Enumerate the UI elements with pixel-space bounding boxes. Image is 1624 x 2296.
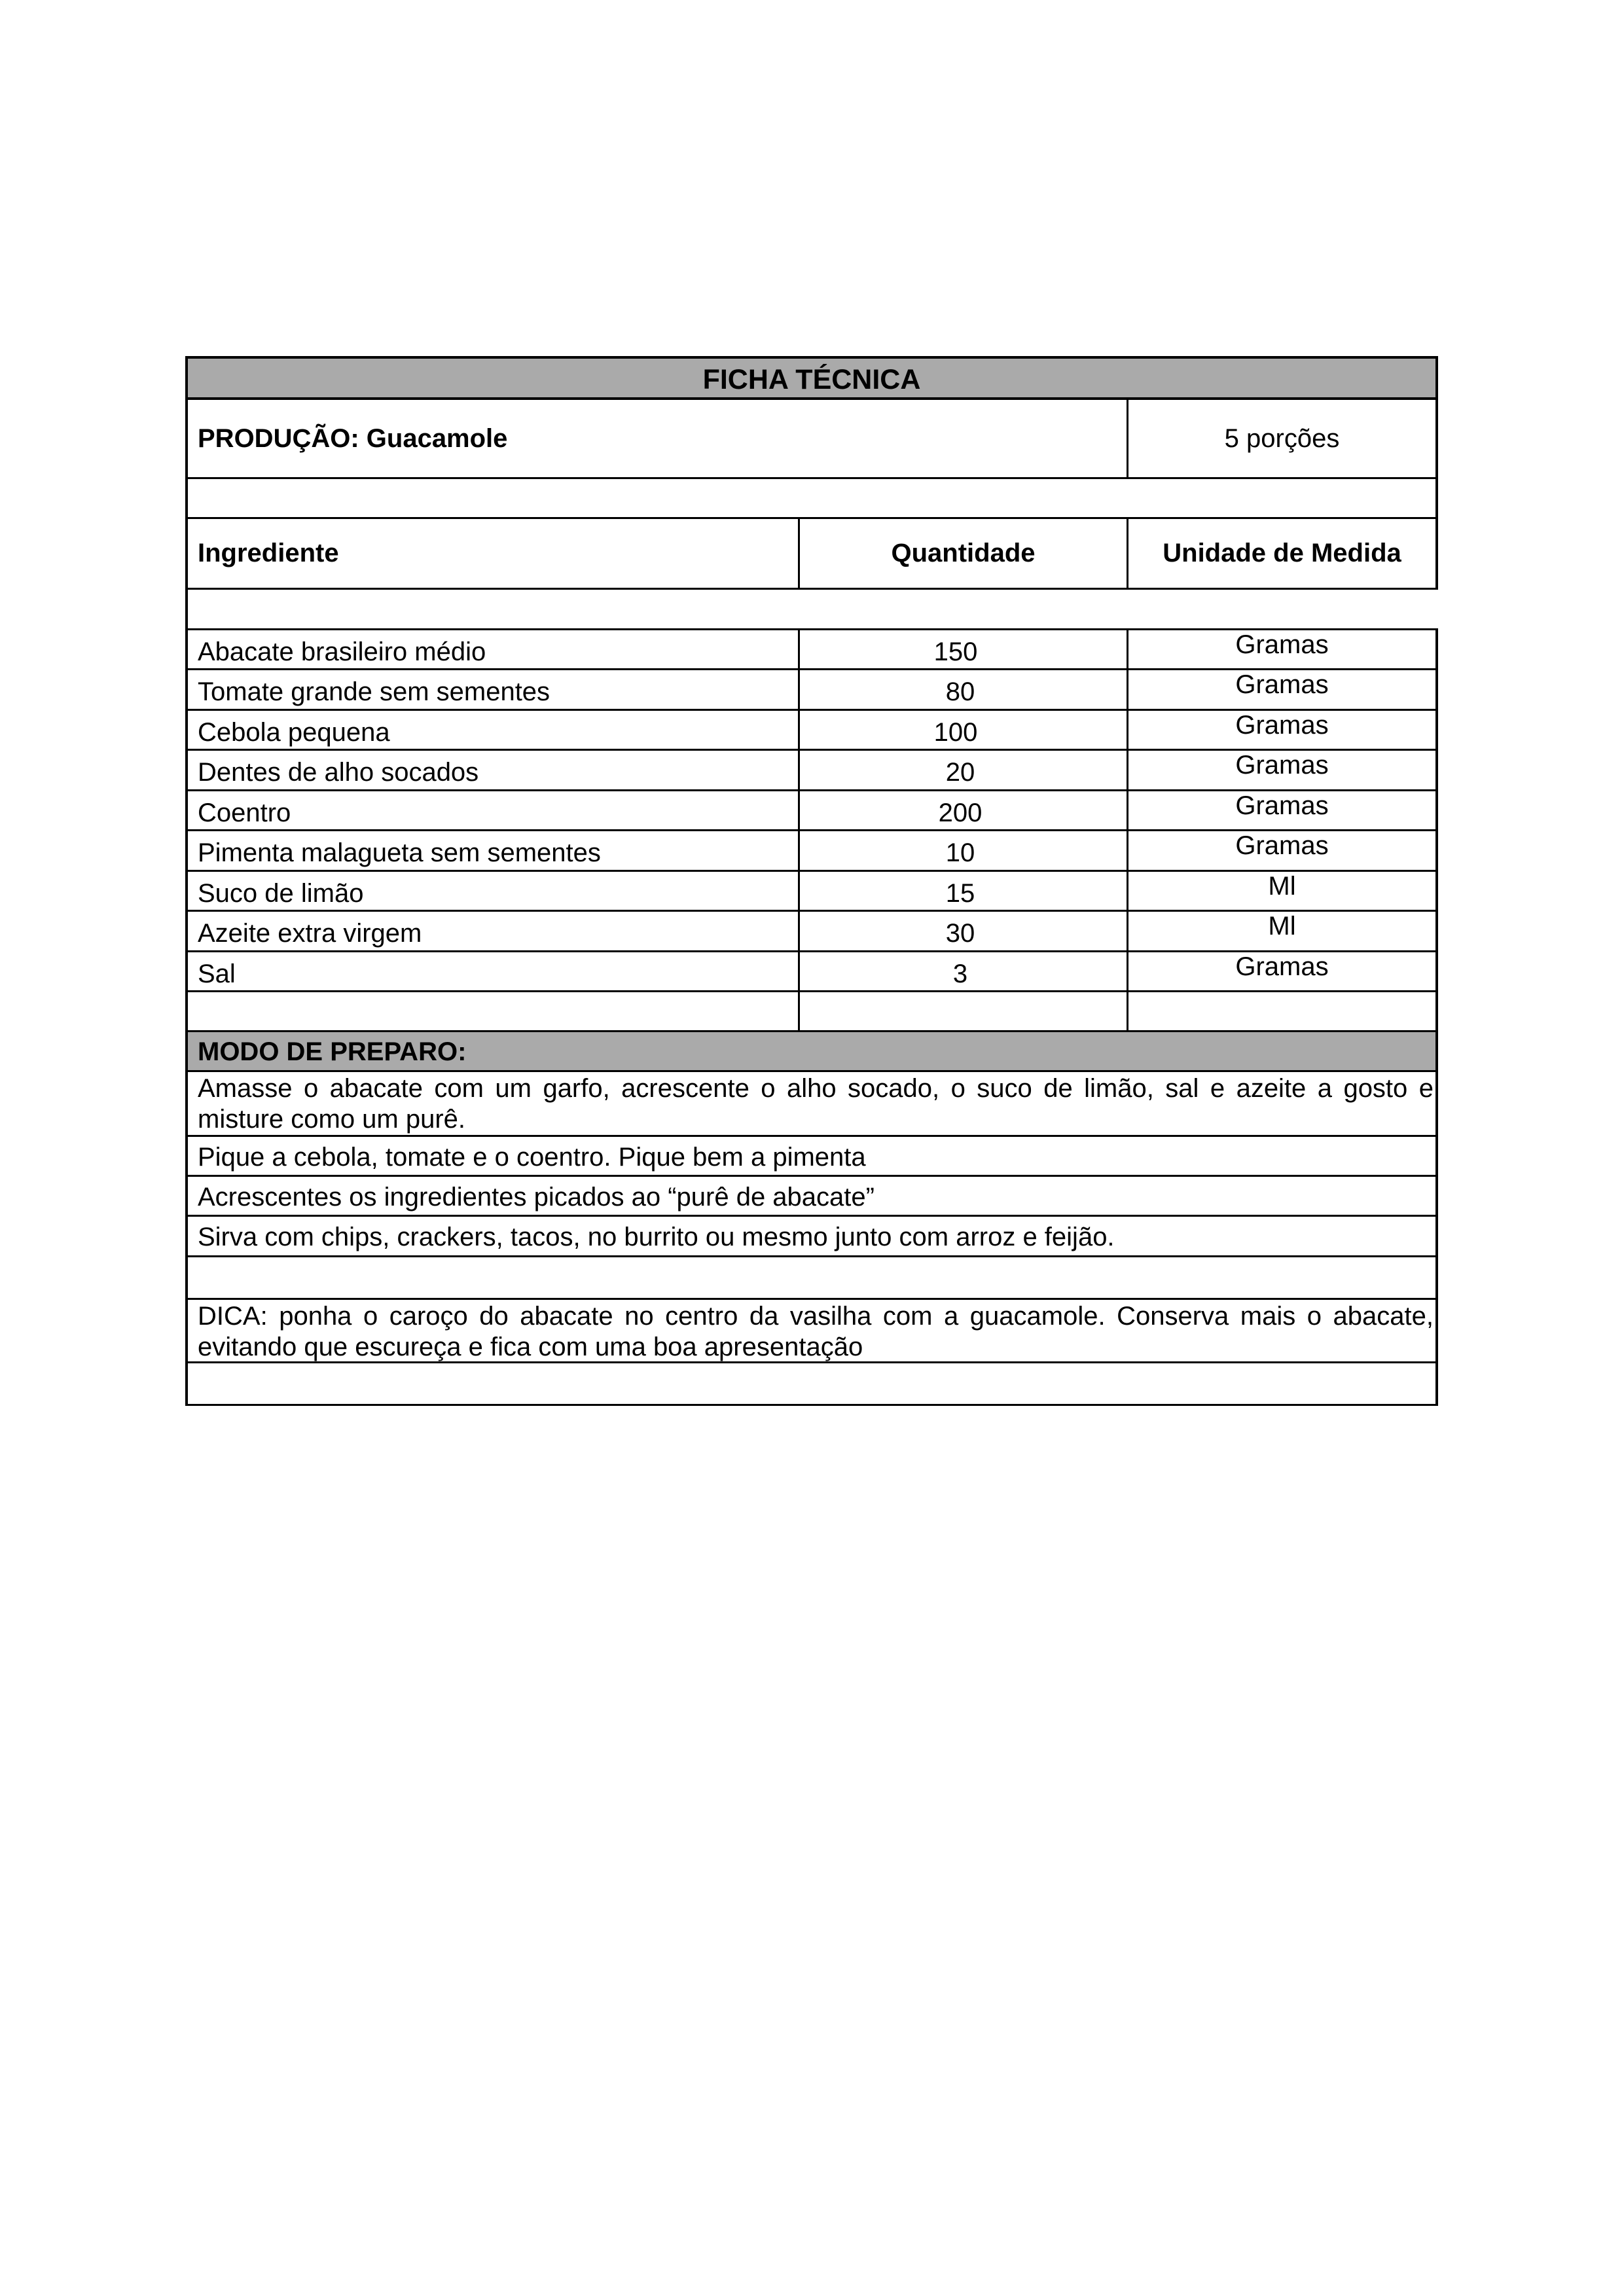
ingredient-unit: Ml [1268, 912, 1296, 941]
ingredient-unit: Gramas [1235, 831, 1329, 860]
table-border-top [185, 356, 1438, 359]
preparation-title: MODO DE PREPARO: [198, 1037, 467, 1066]
portions: 5 porções [1224, 424, 1340, 453]
row-line [185, 1175, 1438, 1177]
ingredient-name: Sal [198, 960, 236, 988]
ingredient-quantity: 200 [938, 798, 983, 827]
row-line [185, 477, 1438, 479]
row-line [185, 397, 1438, 400]
ingredient-quantity: 3 [952, 960, 968, 988]
row-line [185, 1298, 1438, 1300]
row-line [185, 1030, 1438, 1032]
ingredient-name: Tomate grande sem sementes [198, 677, 550, 706]
preparation-step: Acrescentes os ingredientes picados ao “purê de abacate” [198, 1183, 875, 1211]
ingredient-quantity: 150 [933, 637, 978, 666]
ingredient-quantity: 100 [933, 718, 978, 747]
row-line [185, 588, 1438, 590]
ingredient-unit: Gramas [1235, 751, 1329, 780]
production-name: PRODUÇÃO: Guacamole [198, 424, 508, 453]
preparation-step: Pique a cebola, tomate e o coentro. Pique bem a pimenta [198, 1143, 866, 1172]
row-line [185, 1255, 1438, 1257]
ingredient-name: Coentro [198, 798, 291, 827]
ingredient-name: Abacate brasileiro médio [198, 637, 486, 666]
ingredient-quantity: 10 [945, 838, 975, 867]
table-border-right-top [1435, 356, 1438, 588]
ingredient-quantity: 20 [945, 758, 975, 787]
ingredient-name: Azeite extra virgem [198, 919, 422, 948]
ingredient-unit: Ml [1268, 872, 1296, 901]
ingredient-unit: Gramas [1235, 670, 1329, 699]
row-line [185, 990, 1438, 992]
ingredient-name: Pimenta malagueta sem sementes [198, 838, 601, 867]
row-line [185, 517, 1438, 519]
ingredient-quantity: 15 [945, 879, 975, 908]
header-quantity: Quantidade [891, 539, 1036, 567]
tip-text: DICA: ponha o caroço do abacate no centro da vasilha com a guacamole. Conserva mais o abacate, evitando que escureça e fica com uma boa apresentação [198, 1302, 1434, 1361]
header-unit: Unidade de Medida [1163, 539, 1401, 567]
ingredient-name: Dentes de alho socados [198, 758, 479, 787]
table-border-right-bottom [1435, 628, 1438, 1406]
row-line [185, 1215, 1438, 1217]
sheet-title: FICHA TÉCNICA [702, 364, 921, 395]
table-border-left [185, 356, 188, 1406]
ingredient-unit: Gramas [1235, 630, 1329, 659]
table-border-bottom [185, 1404, 1438, 1406]
ingredient-unit: Gramas [1235, 711, 1329, 740]
row-line [185, 1070, 1438, 1072]
ingredient-name: Suco de limão [198, 879, 364, 908]
ingredient-unit: Gramas [1235, 791, 1329, 820]
ingredient-unit: Gramas [1235, 952, 1329, 981]
ingredient-quantity: 30 [945, 919, 975, 948]
ingredient-name: Cebola pequena [198, 718, 390, 747]
ingredient-quantity: 80 [945, 677, 975, 706]
header-ingredient: Ingrediente [198, 539, 339, 567]
row-line [185, 1135, 1438, 1137]
preparation-step: Amasse o abacate com um garfo, acrescente o alho socado, o suco de limão, sal e azeite a gosto e misture como um purê. [198, 1074, 1434, 1134]
preparation-step: Sirva com chips, crackers, tacos, no burrito ou mesmo junto com arroz e feijão. [198, 1223, 1115, 1251]
